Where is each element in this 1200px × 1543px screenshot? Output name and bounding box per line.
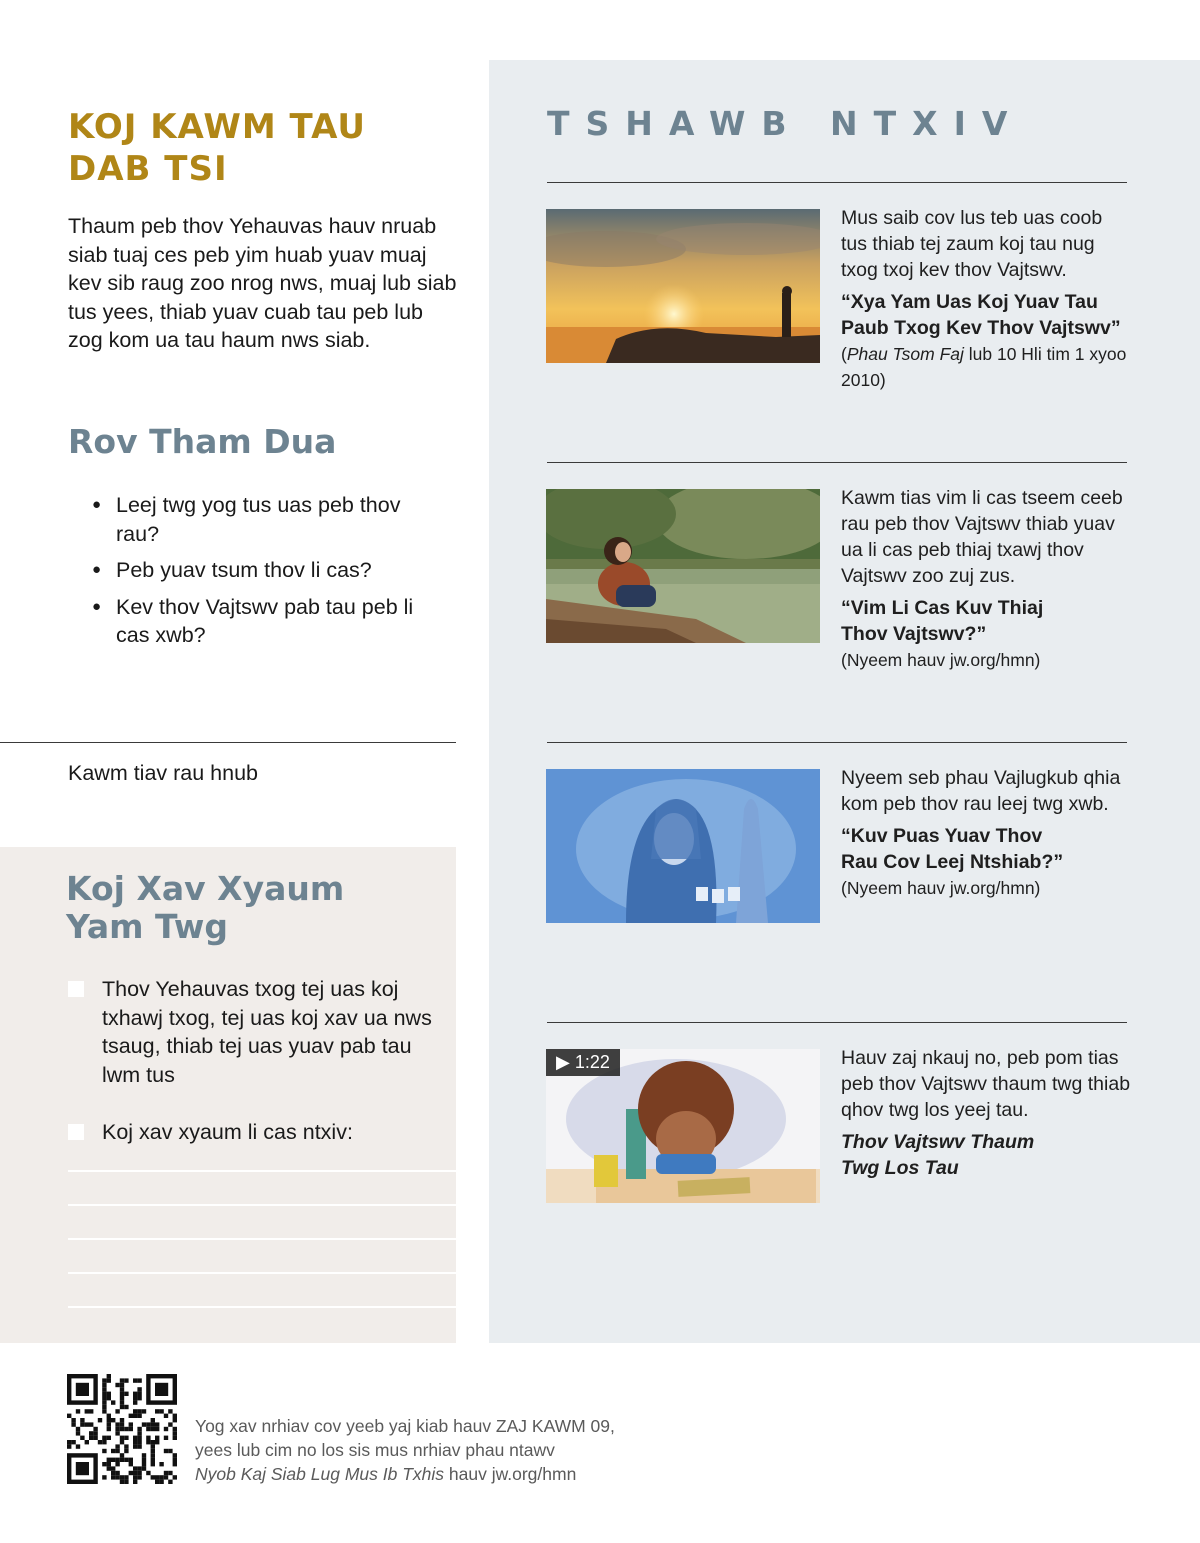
qr-code-icon[interactable] (67, 1374, 177, 1484)
article-source: (Nyeem hauv jw.org/hmn) (841, 878, 1041, 898)
entry-description: Mus saib cov lus teb uas coob tus thiab tej zaum koj tau nug txog txoj kev thov Vajtswv. (841, 207, 1103, 281)
goal-title-line: Koj Xav Xyaum (66, 869, 345, 908)
source-paren: ( (841, 344, 847, 364)
study-entry-4 (841, 1045, 1131, 1181)
article-link[interactable] (841, 823, 1131, 875)
completion-date-label: Kawm tiav rau hnub (68, 761, 259, 785)
video-thumbnail[interactable] (546, 1049, 820, 1203)
video-link[interactable] (841, 1129, 1131, 1181)
write-line[interactable] (68, 1238, 456, 1240)
goal-title (66, 870, 436, 946)
review-question: ● Peb yuav tsum thov li cas? (92, 556, 422, 585)
study-entry-3 (841, 765, 1131, 901)
write-line[interactable] (68, 1306, 456, 1308)
play-icon: ▶ (556, 1052, 570, 1072)
study-entry-2 (841, 485, 1131, 673)
learned-summary: Thaum peb thov Yehauvas hauv nruab siab tuaj ces peb yim huab yuav muaj kev sib raug zoo nrog nws, muaj lub siab tus yees, thiab yuav cuab tau peb lub zog kom ua tau haum nws siab. (68, 214, 457, 352)
sunset-woman-image[interactable] (546, 209, 820, 363)
woman-praying-image[interactable] (546, 769, 820, 923)
article-link[interactable] (841, 595, 1131, 647)
article-source: (Nyeem hauv jw.org/hmn) (841, 650, 1041, 670)
book-title: Nyob Kaj Siab Lug Mus Ib Txhis (195, 1464, 445, 1484)
footer-line (195, 1462, 755, 1486)
study-entry-1 (841, 205, 1131, 393)
article-source (841, 341, 1131, 393)
goal-checkbox[interactable] (68, 1124, 84, 1140)
entry-description: Hauv zaj nkauj no, peb pom tias peb thov Vajtswv thaum twg thiab qhov twg los yeej tau. (841, 1047, 1131, 1121)
review-question: ● Leej twg yog tus uas peb thov rau? (92, 491, 422, 548)
article-title-line: Rau Cov Leej Ntshiab?” (841, 851, 1064, 873)
write-line[interactable] (68, 1204, 456, 1206)
review-title: Rov Tham Dua (68, 422, 337, 461)
article-title-line: “Kuv Puas Yuav Thov (841, 825, 1043, 847)
review-question: ● Kev thov Vajtswv pab tau peb li cas xwb? (92, 593, 422, 650)
video-duration-badge (546, 1049, 620, 1076)
video-title-line: Thov Vajtswv Thaum (841, 1131, 1035, 1153)
learned-title (68, 106, 366, 190)
divider (0, 742, 456, 743)
learned-title-line: DAB TSI (68, 149, 228, 189)
footer-note (195, 1414, 755, 1486)
goal-option: Thov Yehauvas txog tej uas koj txhawj txog, tej uas koj xav ua nws tsaug, thiab tej uas yuav pab tau lwm tus (102, 977, 432, 1087)
goal-checkbox[interactable] (68, 981, 84, 997)
entry-description: Nyeem seb phau Vajlugkub qhia kom peb thov rau leej twg xwb. (841, 767, 1121, 815)
article-title-line: Paub Txog Kev Thov Vajtswv” (841, 317, 1121, 339)
divider (547, 462, 1127, 463)
further-study-title: TSHAWB NTXIV (547, 104, 1024, 143)
review-questions (92, 491, 422, 658)
article-title-line: Thov Vajtswv?” (841, 623, 987, 645)
article-link[interactable] (841, 289, 1131, 341)
source-date: lub 10 Hli tim 1 xyoo 2010) (841, 344, 1127, 390)
woman-by-river-image[interactable] (546, 489, 820, 643)
article-title-line: “Vim Li Cas Kuv Thiaj (841, 597, 1044, 619)
write-line[interactable] (68, 1170, 456, 1172)
entry-description: Kawm tias vim li cas tseem ceeb rau peb thov Vajtswv thiab yuav ua li cas peb thiaj txawj thov Vajtswv zoo zuj zus. (841, 487, 1123, 587)
footer-line: yees lub cim no los sis mus nrhiav phau ntawv (195, 1440, 555, 1460)
footer-line: Yog xav nrhiav cov yeeb yaj kiab hauv ZAJ KAWM 09, (195, 1416, 615, 1436)
video-title-line: Twg Los Tau (841, 1157, 959, 1179)
write-line[interactable] (68, 1272, 456, 1274)
article-title-line: “Xya Yam Uas Koj Yuav Tau (841, 291, 1098, 313)
goal-option: Koj xav xyaum li cas ntxiv: (102, 1120, 353, 1144)
video-duration: 1:22 (574, 1052, 610, 1072)
source-publication: Phau Tsom Faj (846, 344, 964, 364)
goal-title-line: Yam Twg (66, 907, 229, 946)
divider (547, 1022, 1127, 1023)
divider (547, 182, 1127, 183)
learned-title-line: KOJ KAWM TAU (68, 107, 366, 147)
footer-link-text: hauv jw.org/hmn (444, 1464, 577, 1484)
divider (547, 742, 1127, 743)
